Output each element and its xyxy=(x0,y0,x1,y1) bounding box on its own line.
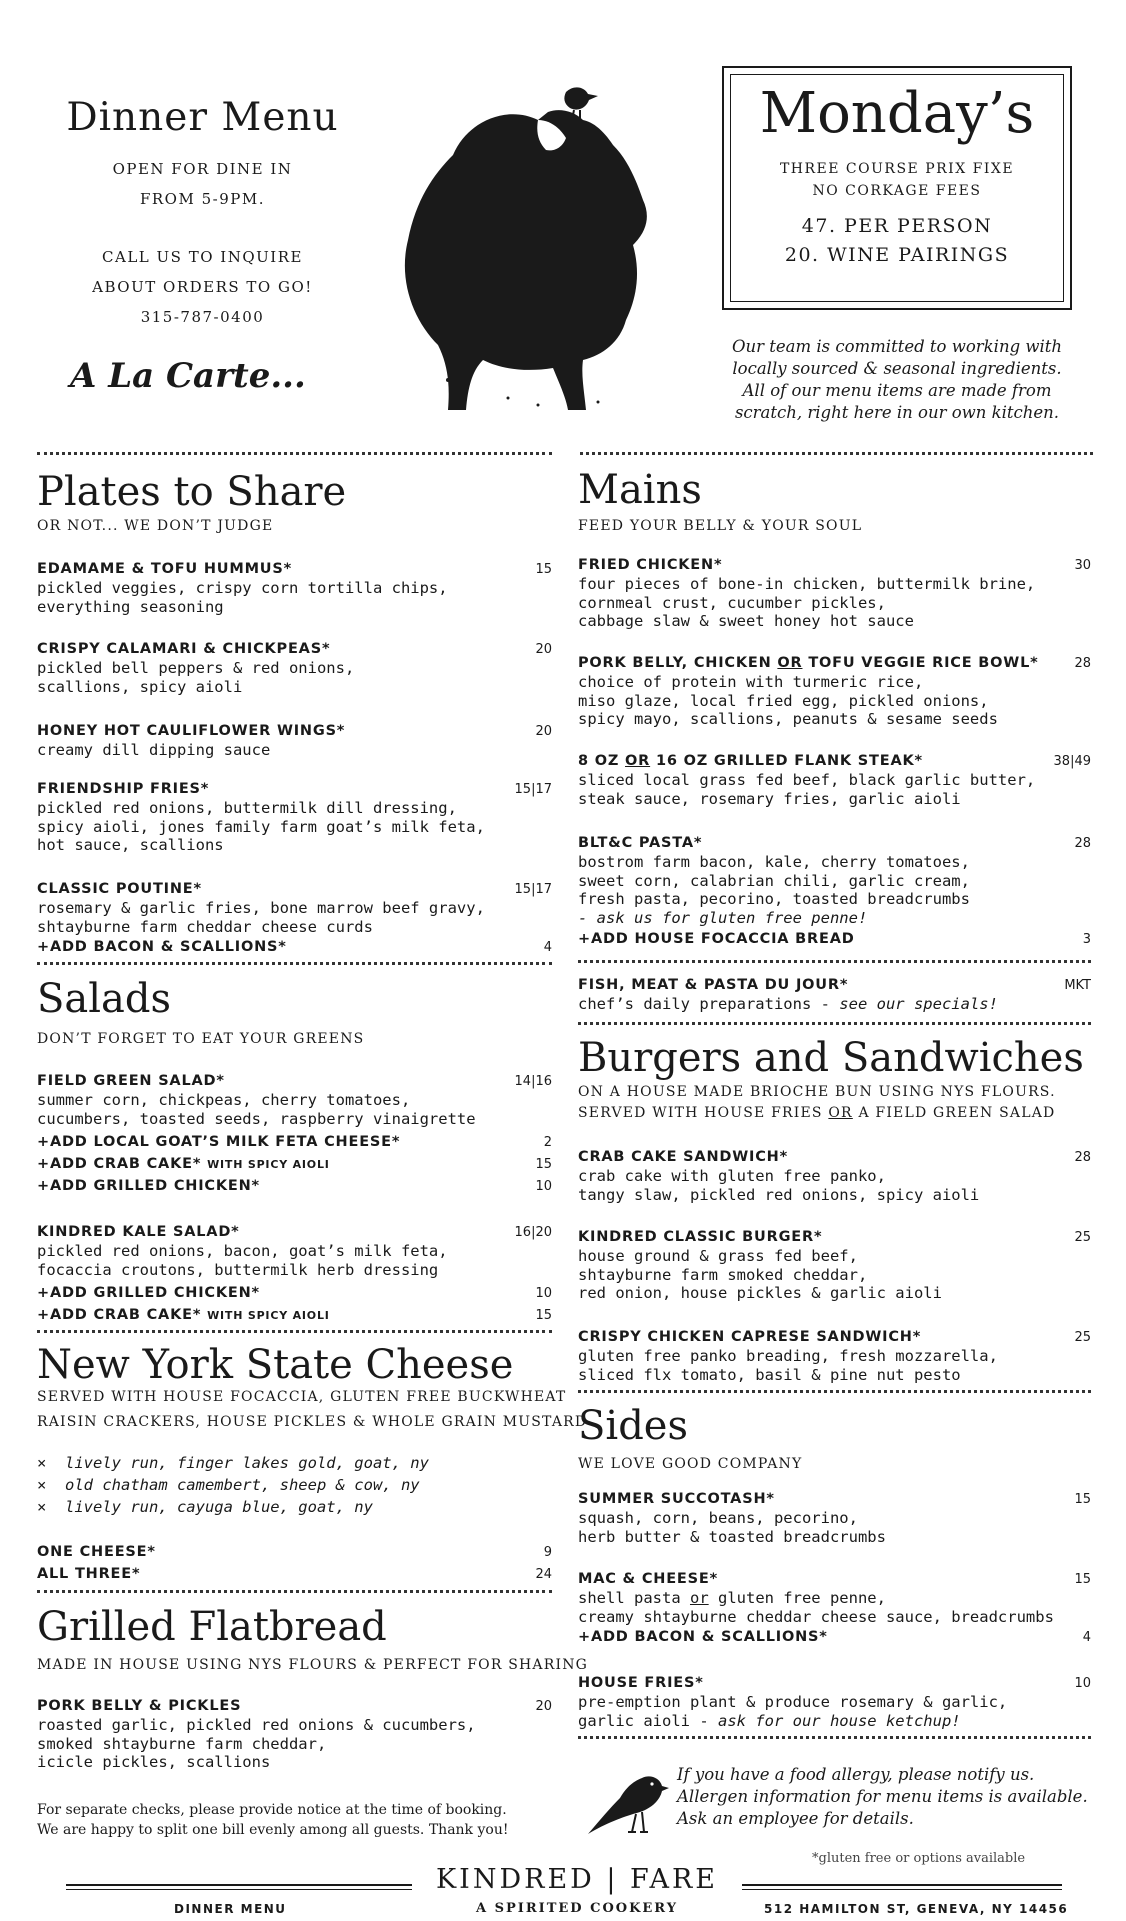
a-la-carte-heading: A La Carte... xyxy=(70,356,306,396)
item-name: +ADD CRAB CAKE* xyxy=(37,1156,202,1172)
footer-rule-left xyxy=(66,1884,412,1890)
section-sides xyxy=(578,1404,802,1475)
item-name: +ADD GRILLED CHICKEN* xyxy=(37,1285,260,1301)
commitment-line: All of our menu items are made from xyxy=(742,381,1052,400)
item-name: +ADD BACON & SCALLIONS* xyxy=(578,1629,828,1645)
commitment-line: scratch, right here in our own kitchen. xyxy=(734,403,1060,422)
section-mains xyxy=(578,468,862,537)
divider xyxy=(578,1736,1091,1739)
item-description: creamy dill dipping sauce xyxy=(37,741,271,759)
item-name: FRIENDSHIP FRIES* xyxy=(37,781,210,797)
section-subtitle: FEED YOUR BELLY & YOUR SOUL xyxy=(578,518,863,534)
divider xyxy=(578,960,1091,963)
hours-line-2: FROM 5-9PM. xyxy=(139,190,265,208)
item-name: +ADD GRILLED CHICKEN* xyxy=(37,1178,260,1194)
item-description: sliced local grass fed beef, black garlic butter, steak sauce, rosemary fries, garlic aioli xyxy=(578,771,1036,808)
item-name: HOUSE FRIES* xyxy=(578,1675,704,1691)
item-price: 4 xyxy=(543,940,552,955)
item-price: 25 xyxy=(1074,1230,1091,1245)
item-price: 25 xyxy=(1074,1330,1091,1345)
menu-item xyxy=(578,1674,1091,1730)
item-price: 20 xyxy=(535,1699,552,1714)
item-description: pre-emption plant & produce rosemary & garlic, garlic aioli - xyxy=(578,1693,1008,1730)
item-price: 15 xyxy=(1074,1572,1091,1587)
item-price: 10 xyxy=(535,1286,552,1301)
menu-item xyxy=(578,1328,1091,1384)
item-description: house ground & grass fed beef, shtayburne farm smoked cheddar, red onion, house pickles & garlic aioli xyxy=(578,1247,942,1302)
item-price: 16|20 xyxy=(514,1225,552,1240)
item-price: 24 xyxy=(535,1567,552,1582)
item-name: EDAMAME & TOFU HUMMUS* xyxy=(37,561,293,577)
item-description: summer corn, chickpeas, cherry tomatoes, cucumbers, toasted seeds, raspberry vinaigrette xyxy=(37,1091,476,1128)
item-name: TOFU VEGGIE RICE BOWL* xyxy=(802,655,1039,671)
section-title: Burgers and Sandwiches xyxy=(578,1035,1084,1081)
item-name: MAC & CHEESE* xyxy=(578,1571,718,1587)
item-price: 15 xyxy=(535,562,552,577)
item-price: 28 xyxy=(1074,656,1091,671)
bison-illustration xyxy=(388,80,673,420)
item-price: 38|49 xyxy=(1053,754,1091,769)
item-note: WITH SPICY AIOLI xyxy=(207,1158,330,1171)
item-price: MKT xyxy=(1064,978,1091,993)
mondays-title: Monday’s xyxy=(759,81,1035,146)
item-description: squash, corn, beans, pecorino, herb butter & toasted breadcrumbs xyxy=(578,1509,886,1546)
section-burgers xyxy=(578,1036,1084,1124)
divider xyxy=(37,452,552,455)
item-price: 3 xyxy=(1082,932,1091,947)
item-name: HONEY HOT CAULIFLOWER WINGS* xyxy=(37,723,346,739)
menu-item xyxy=(578,976,1091,1014)
item-name: +ADD HOUSE FOCACCIA BREAD xyxy=(578,931,855,947)
footer-address: 512 HAMILTON ST, GENEVA, NY 14456 xyxy=(764,1902,1069,1916)
item-description: rosemary & garlic fries, bone marrow beef gravy, shtayburne farm cheddar cheese curds xyxy=(37,899,485,936)
mondays-price-2: 20. WINE PAIRINGS xyxy=(784,244,1010,266)
menu-item xyxy=(578,1228,1091,1303)
section-subtitle: SERVED WITH HOUSE FRIES OR A FIELD GREEN SALAD xyxy=(578,1105,1056,1121)
section-cheese xyxy=(37,1343,587,1433)
footer-left-label: DINNER MENU xyxy=(174,1902,287,1916)
hours-line-1: OPEN FOR DINE IN xyxy=(112,160,293,178)
menu-addon xyxy=(37,1133,552,1152)
mondays-line-2: NO CORKAGE FEES xyxy=(812,183,982,199)
divider xyxy=(578,1022,1091,1025)
menu-addon xyxy=(37,1177,552,1196)
section-subtitle: RAISIN CRACKERS, HOUSE PICKLES & WHOLE GRAIN MUSTARD xyxy=(37,1414,588,1430)
mondays-line-1: THREE COURSE PRIX FIXE xyxy=(779,161,1015,177)
section-subtitle: ON A HOUSE MADE BRIOCHE BUN USING NYS FLOURS. xyxy=(578,1084,1056,1100)
item-description: pickled red onions, buttermilk dill dressing, spicy aioli, jones family farm goat’s milk feta, hot sauce, scallions xyxy=(37,799,485,854)
menu-item xyxy=(37,640,552,696)
item-description-note: see our specials! xyxy=(839,995,998,1013)
menu-addon xyxy=(37,1306,552,1325)
section-title: New York State Cheese xyxy=(37,1342,514,1388)
item-name-or: OR xyxy=(777,655,803,671)
commitment-note xyxy=(722,336,1072,424)
menu-item xyxy=(578,654,1091,729)
cheese-list-item: × lively run, finger lakes gold, goat, ny xyxy=(37,1454,429,1472)
menu-item xyxy=(37,722,552,760)
menu-item xyxy=(37,1543,552,1562)
item-price: 4 xyxy=(1082,1630,1091,1645)
section-subtitle: SERVED WITH HOUSE FOCACCIA, GLUTEN FREE BUCKWHEAT xyxy=(37,1389,567,1405)
section-salads xyxy=(37,977,364,1050)
phone-number[interactable]: 315-787-0400 xyxy=(140,308,265,326)
item-name: FISH, MEAT & PASTA DU JOUR* xyxy=(578,977,849,993)
item-price: 9 xyxy=(543,1545,552,1560)
menu-item xyxy=(37,1565,552,1584)
section-subtitle: OR NOT... WE DON’T JUDGE xyxy=(37,518,274,534)
allergy-line: Ask an employee for details. xyxy=(677,1809,914,1828)
section-flatbread xyxy=(37,1605,588,1676)
section-title: Grilled Flatbread xyxy=(37,1604,387,1650)
item-name: ALL THREE* xyxy=(37,1566,141,1582)
bird-icon xyxy=(580,1760,670,1840)
footer-rule-right xyxy=(742,1884,1062,1890)
item-description: crab cake with gluten free panko, tangy slaw, pickled red onions, spicy aioli xyxy=(578,1167,980,1204)
menu-addon xyxy=(37,1284,552,1303)
allergy-line: If you have a food allergy, please notify us. xyxy=(677,1765,1035,1784)
call-line-2: ABOUT ORDERS TO GO! xyxy=(92,278,313,296)
item-name: PORK BELLY & PICKLES xyxy=(37,1698,242,1714)
item-name: 16 OZ GRILLED FLANK STEAK* xyxy=(650,753,923,769)
item-name: KINDRED CLASSIC BURGER* xyxy=(578,1229,823,1245)
item-name: CRISPY CHICKEN CAPRESE SANDWICH* xyxy=(578,1329,922,1345)
checks-note-line: We are happy to split one bill evenly among all guests. Thank you! xyxy=(37,1822,509,1838)
cheese-list-item: × lively run, cayuga blue, goat, ny xyxy=(37,1498,373,1516)
brand-logo: KINDRED | FARE xyxy=(436,1864,718,1895)
menu-item xyxy=(37,880,552,936)
divider xyxy=(578,1390,1091,1393)
item-name: PORK BELLY, CHICKEN xyxy=(578,655,778,671)
item-price: 2 xyxy=(543,1135,552,1150)
header-info xyxy=(50,95,355,332)
divider xyxy=(37,1330,552,1333)
item-description: chef’s daily preparations - xyxy=(578,995,840,1013)
cheese-list-item: × old chatham camembert, sheep & cow, ny xyxy=(37,1476,420,1494)
menu-item xyxy=(578,1490,1091,1546)
menu-title: Dinner Menu xyxy=(66,95,339,140)
item-name: FRIED CHICKEN* xyxy=(578,557,723,573)
item-note: WITH SPICY AIOLI xyxy=(207,1309,330,1322)
menu-item: MAC & CHEESE* 15 shell pasta or gluten free penne, creamy shtayburne cheddar cheese sauce, breadcrumbs xyxy=(578,1571,1091,1626)
item-description: pickled bell peppers & red onions, scallions, spicy aioli xyxy=(37,659,355,696)
item-name-or: OR xyxy=(625,753,651,769)
menu-item xyxy=(578,556,1091,631)
menu-item xyxy=(578,1148,1091,1204)
menu-item xyxy=(578,834,1091,927)
item-price: 15|17 xyxy=(514,882,552,897)
item-description: four pieces of bone-in chicken, buttermilk brine, cornmeal crust, cucumber pickles, cabbage slaw & sweet honey hot sauce xyxy=(578,575,1036,630)
item-name: ONE CHEESE* xyxy=(37,1544,156,1560)
menu-item xyxy=(578,752,1091,808)
mondays-price-1: 47. PER PERSON xyxy=(801,215,993,237)
call-line-1: CALL US TO INQUIRE xyxy=(102,248,303,266)
item-name: BLT&C PASTA* xyxy=(578,835,703,851)
item-description: creamy shtayburne cheddar cheese sauce, breadcrumbs xyxy=(578,1607,1054,1626)
menu-addon xyxy=(578,1628,1091,1647)
allergy-line: Allergen information for menu items is available. xyxy=(677,1787,1088,1806)
divider xyxy=(580,452,1093,455)
item-name: CRISPY CALAMARI & CHICKPEAS* xyxy=(37,641,331,657)
menu-item xyxy=(37,1697,552,1772)
item-price: 15 xyxy=(535,1157,552,1172)
item-description-note: - ask us for gluten free penne! xyxy=(578,908,868,927)
item-name: KINDRED KALE SALAD* xyxy=(37,1224,240,1240)
item-price: 30 xyxy=(1074,558,1091,573)
item-price: 20 xyxy=(535,724,552,739)
menu-addon xyxy=(37,938,552,957)
item-description: bostrom farm bacon, kale, cherry tomatoes, sweet corn, calabrian chili, garlic cream, fresh pasta, pecorino, toasted breadcrumbs xyxy=(578,853,970,908)
section-subtitle: DON’T FORGET TO EAT YOUR GREENS xyxy=(37,1031,365,1047)
section-title: Plates to Share xyxy=(37,469,347,515)
item-name: CRAB CAKE SANDWICH* xyxy=(578,1149,788,1165)
item-name: SUMMER SUCCOTASH* xyxy=(578,1491,775,1507)
item-name: FIELD GREEN SALAD* xyxy=(37,1073,225,1089)
menu-addon xyxy=(578,930,1091,949)
item-name: +ADD LOCAL GOAT’S MILK FETA CHEESE* xyxy=(37,1134,401,1150)
item-price: 28 xyxy=(1074,836,1091,851)
item-description: gluten free panko breading, fresh mozzarella, sliced flx tomato, basil & pine nut pesto xyxy=(578,1347,998,1384)
checks-note xyxy=(37,1800,508,1840)
menu-addon xyxy=(37,1155,552,1174)
item-description: roasted garlic, pickled red onions & cucumbers, smoked shtayburne farm cheddar, icicle pickles, scallions xyxy=(37,1716,476,1771)
commitment-line: Our team is committed to working with xyxy=(731,337,1063,356)
checks-note-line: For separate checks, please provide notice at the time of booking. xyxy=(37,1802,507,1818)
section-subtitle: MADE IN HOUSE USING NYS FLOURS & PERFECT FOR SHARING xyxy=(37,1657,589,1673)
menu-item xyxy=(37,780,552,855)
item-price: 28 xyxy=(1074,1150,1091,1165)
menu-item xyxy=(37,560,552,616)
section-subtitle: WE LOVE GOOD COMPANY xyxy=(578,1456,803,1472)
item-name: +ADD CRAB CAKE* xyxy=(37,1307,202,1323)
item-name: CLASSIC POUTINE* xyxy=(37,881,202,897)
item-description: choice of protein with turmeric rice, miso glaze, local fried egg, pickled onions, spicy mayo, scallions, peanuts & sesame seeds xyxy=(578,673,998,728)
item-price: 10 xyxy=(535,1179,552,1194)
menu-item xyxy=(37,1223,552,1279)
item-price: 15 xyxy=(535,1308,552,1323)
item-price: 14|16 xyxy=(514,1074,552,1089)
cheese-list xyxy=(37,1452,429,1518)
gluten-note: *gluten free or options available xyxy=(812,1851,1026,1866)
section-title: Salads xyxy=(37,976,172,1022)
item-price: 15|17 xyxy=(514,782,552,797)
item-price: 20 xyxy=(535,642,552,657)
allergy-note xyxy=(677,1764,1088,1830)
commitment-line: locally sourced & seasonal ingredients. xyxy=(732,359,1062,378)
item-name: +ADD BACON & SCALLIONS* xyxy=(37,939,287,955)
section-title: Sides xyxy=(578,1403,688,1449)
item-description: pickled veggies, crispy corn tortilla chips, everything seasoning xyxy=(37,579,448,616)
brand-tagline: A SPIRITED COOKERY xyxy=(475,1901,678,1916)
section-title: Mains xyxy=(578,467,702,513)
item-name: 8 OZ xyxy=(578,753,626,769)
item-description: pickled red onions, bacon, goat’s milk feta, focaccia croutons, buttermilk herb dressing xyxy=(37,1242,448,1279)
section-plates-to-share xyxy=(37,470,346,537)
item-description-note: ask for our house ketchup! xyxy=(717,1711,961,1730)
divider xyxy=(37,962,552,965)
item-description: shell pasta xyxy=(578,1589,690,1607)
mondays-special-box xyxy=(722,66,1072,310)
divider xyxy=(37,1590,552,1593)
item-price: 10 xyxy=(1074,1676,1091,1691)
item-price: 15 xyxy=(1074,1492,1091,1507)
menu-item xyxy=(37,1072,552,1128)
